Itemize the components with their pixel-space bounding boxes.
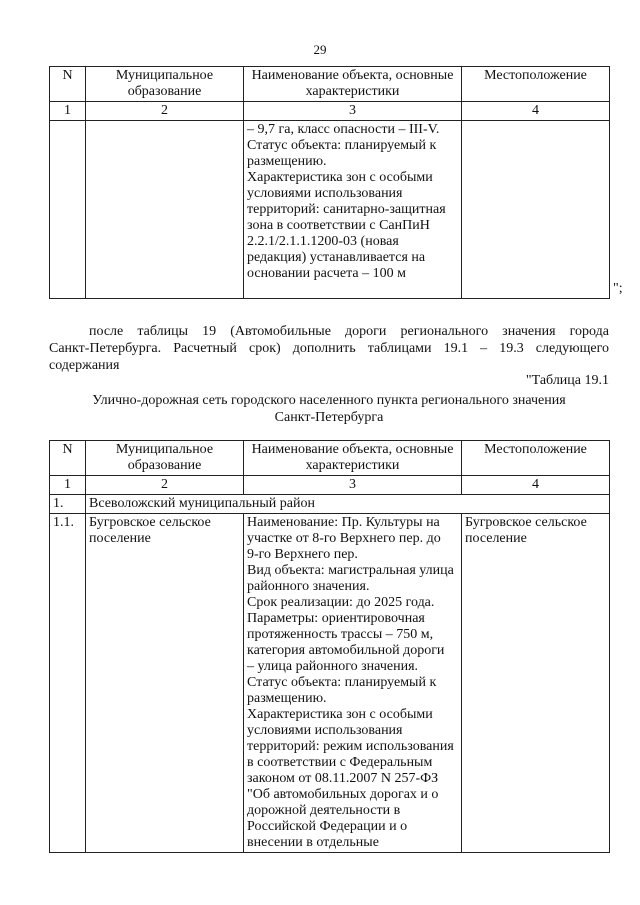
description-cell: Наименование: Пр. Культуры на участке от 8-го Верхнего пер. до 9-го Верхнего пер. Вид объекта: магистральная улица районного значения. Срок реализации: до 2025 года. Параметры: ориентировочная протяженность трассы – 750 м, категория автомобильной дороги – улица районного значения. Статус объекта: планируемый к размещению. Характеристика зон с особыми условиями использования территорий: режим использования в соответствии с Федеральным законом от 08.11.2007 N 257-ФЗ "Об автомобильных дорогах и о дорожной деятельности в Российской Федерации и о внесении в отдельные	[244, 514, 462, 853]
column-number-row	[50, 476, 610, 495]
header-municipality: Муниципальное образование	[86, 67, 244, 102]
body-paragraph: после таблицы 19 (Автомобильные дороги регионального значения города Санкт-Петербурга. Расчетный срок) дополнить таблицами 19.1 – 19.3 следующего содержания	[49, 324, 609, 373]
municipality-cell: Бугровское сельское поселение	[86, 514, 244, 853]
table-title: Улично-дорожная сеть городского населенного пункта регионального значения Санкт-Петербурга	[92, 393, 566, 425]
closing-quote: ";	[613, 281, 623, 296]
district-name: Всеволожский муниципальный район	[86, 495, 610, 514]
description-continuation: – 9,7 га, класс опасности – III-V. Статус объекта: планируемый к размещению. Характеристика зон с особыми условиями использования территорий: санитарно-защитная зона в соответствии с СанПиН 2.2.1/2.1.1.1200-03 (новая редакция) устанавливается на основании расчета – 100 м	[244, 121, 462, 299]
table-19-1	[49, 440, 610, 853]
header-n: N	[50, 441, 86, 476]
col-number: 2	[86, 476, 244, 495]
header-n: N	[50, 67, 86, 102]
header-object-name: Наименование объекта, основные характеристики	[244, 67, 462, 102]
cell-empty	[50, 121, 86, 299]
col-number: 3	[244, 476, 462, 495]
district-number: 1.	[50, 495, 86, 514]
page-number: 29	[313, 42, 327, 57]
col-number: 3	[244, 102, 462, 121]
header-object-name: Наименование объекта, основные характеристики	[244, 441, 462, 476]
row-number: 1.1.	[50, 514, 86, 853]
location-cell: Бугровское сельское поселение	[462, 514, 610, 853]
table-continued	[49, 66, 610, 299]
table-label: "Таблица 19.1	[525, 373, 609, 388]
col-number: 2	[86, 102, 244, 121]
table-header-row	[50, 67, 610, 102]
col-number: 4	[462, 476, 610, 495]
table-row	[50, 121, 610, 299]
cell-empty	[462, 121, 610, 299]
district-row	[50, 495, 610, 514]
table-header-row	[50, 441, 610, 476]
cell-empty	[86, 121, 244, 299]
table-row	[50, 514, 610, 853]
col-number: 1	[50, 102, 86, 121]
col-number: 1	[50, 476, 86, 495]
column-number-row	[50, 102, 610, 121]
col-number: 4	[462, 102, 610, 121]
header-municipality: Муниципальное образование	[86, 441, 244, 476]
header-location: Местоположение	[462, 441, 610, 476]
header-location: Местоположение	[462, 67, 610, 102]
